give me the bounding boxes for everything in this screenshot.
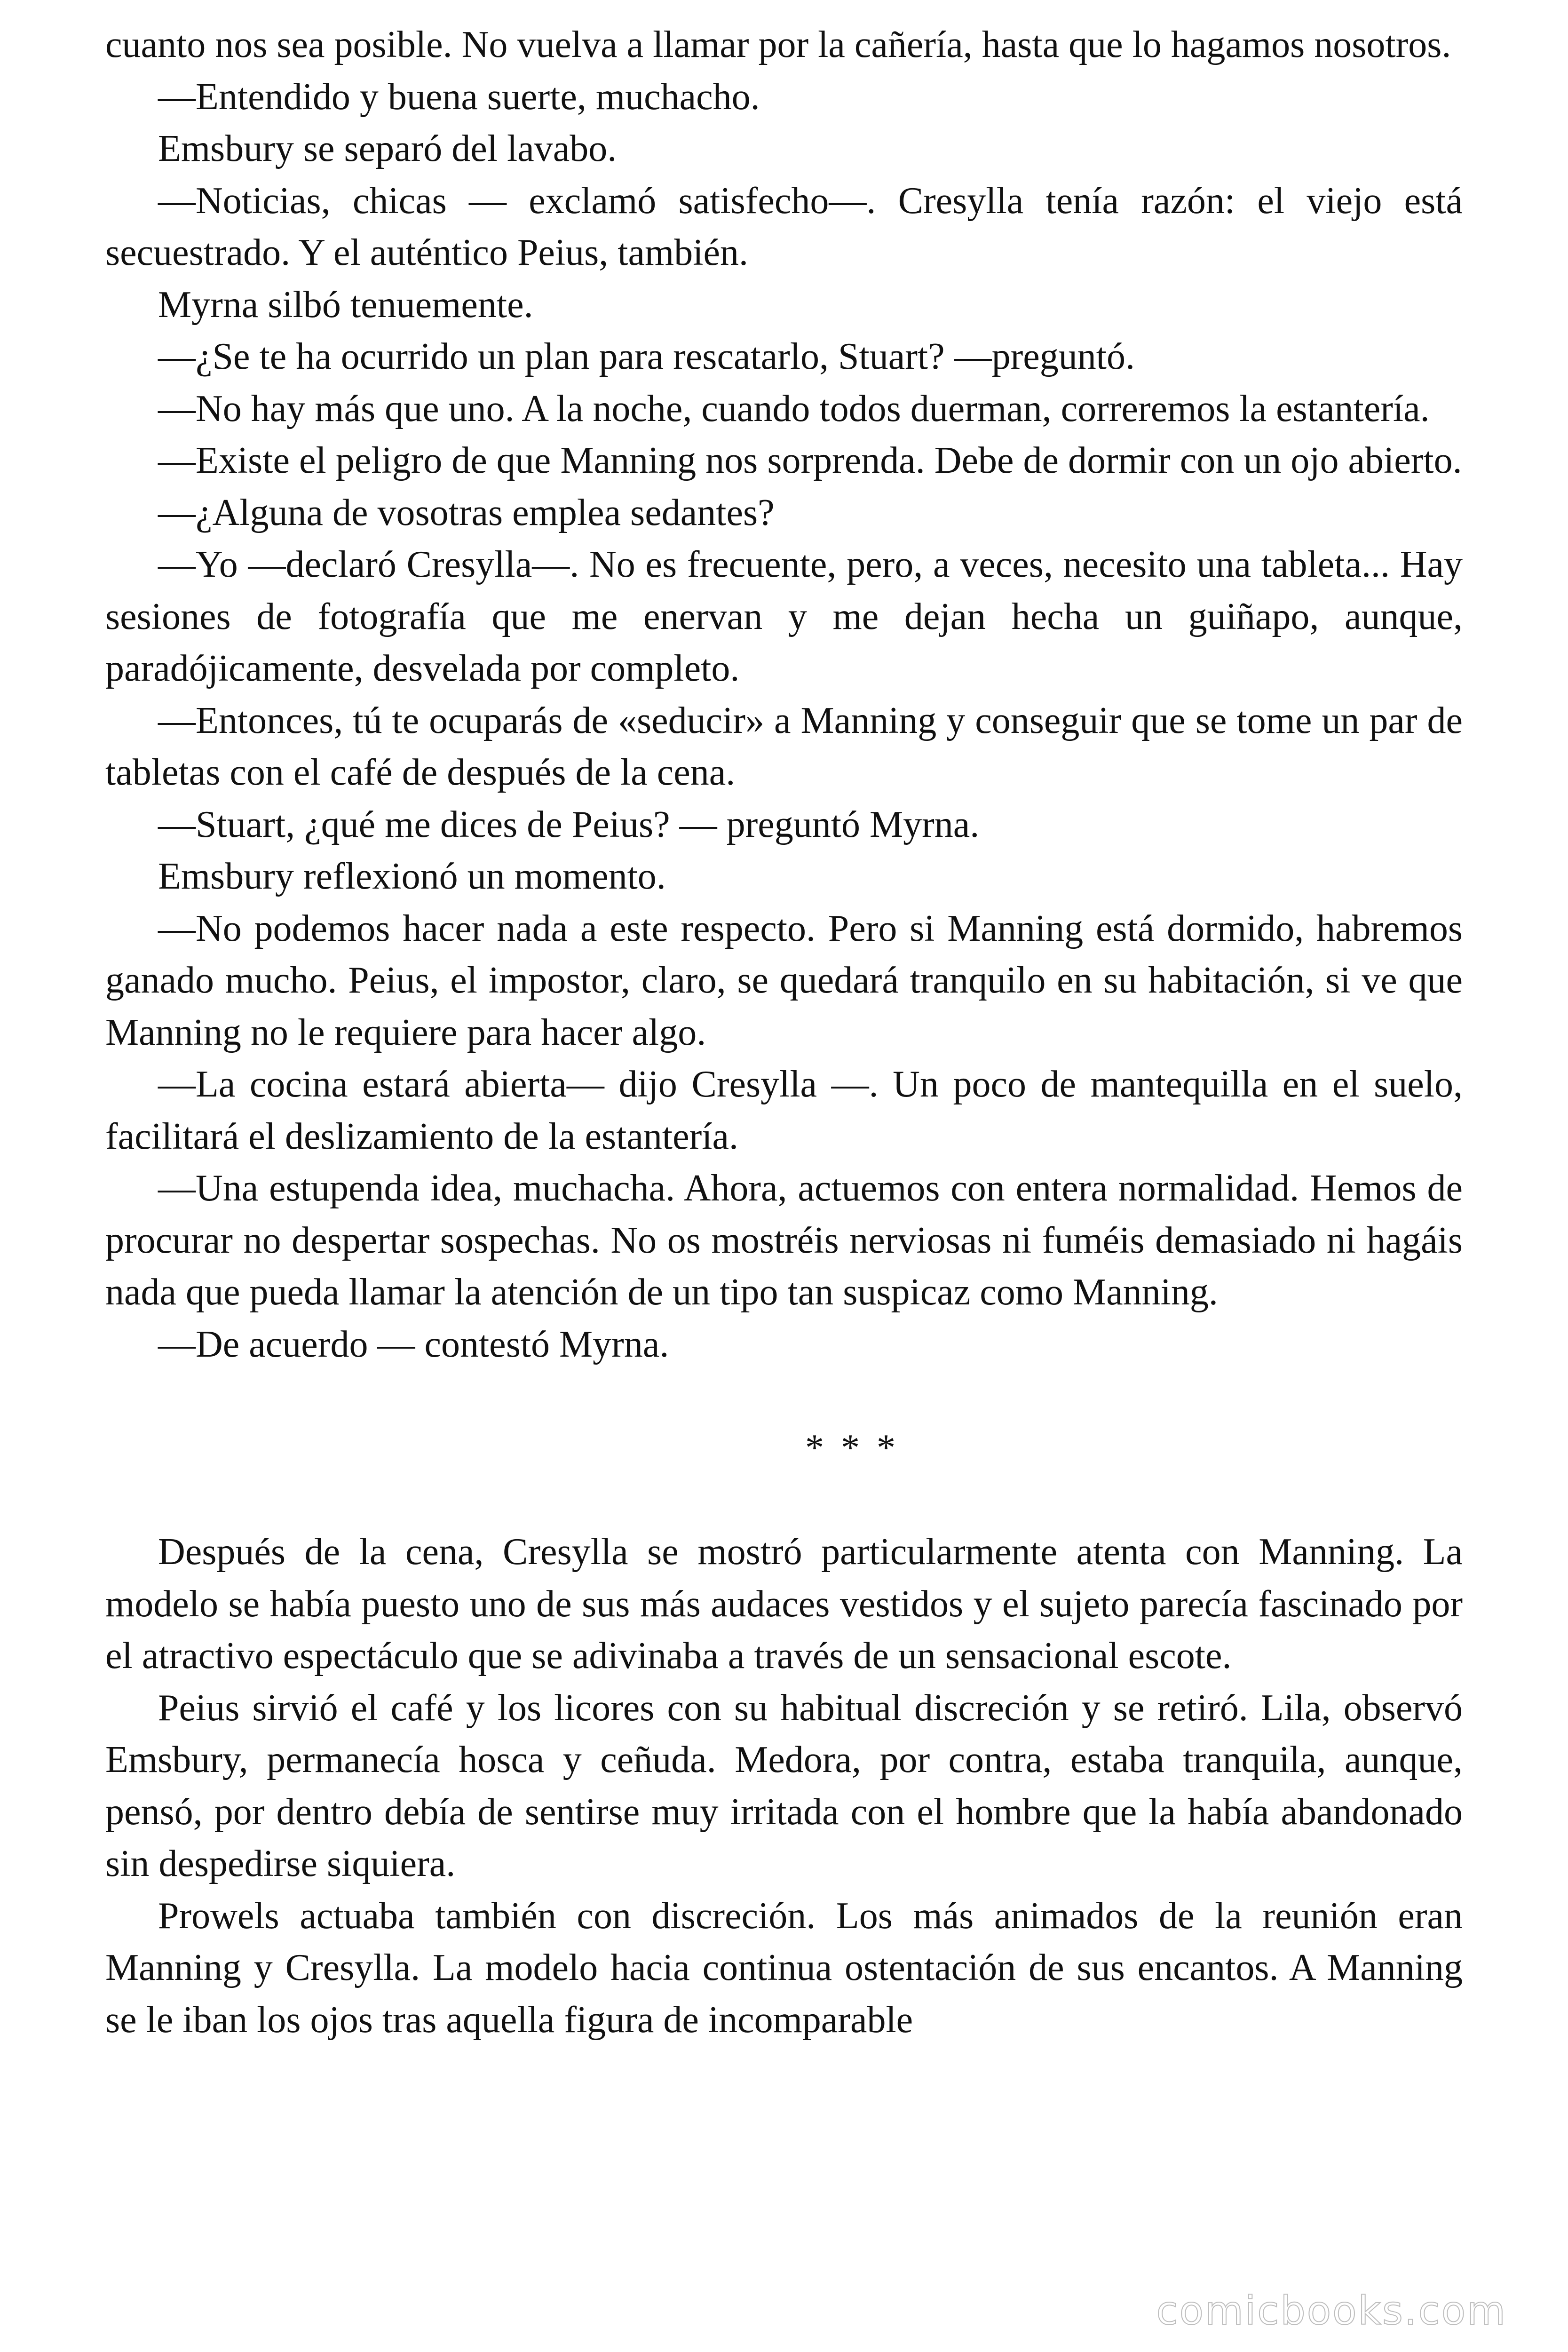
paragraph: —¿Se te ha ocurrido un plan para rescatarlo, Stuart? —preguntó. [158,336,1135,377]
paragraph: —Existe el peligro de que Manning nos sorprenda. Debe de dormir con un ojo abierto. [158,440,1462,481]
paragraph: —No podemos hacer nada a este respecto. Pero si Manning está dormido, habremos ganado mucho. Peius, el impostor, claro, se quedará tranquilo en su habitación, si ve que Manning no le requiere para hacer algo. [105,907,1463,1053]
paragraph: Prowels actuaba también con discreción. Los más animados de la reunión eran Manning y Cresylla. La modelo hacia continua ostentación de sus encantos. A Manning se le iban los ojos tras aquella figura de incomparable [105,1895,1463,2041]
watermark: comicbooks.com [1156,2288,1507,2334]
paragraph: Myrna silbó tenuemente. [158,284,533,326]
paragraph: —Yo —declaró Cresylla—. No es frecuente, pero, a veces, necesito una tableta... Hay sesiones de fotografía que me enervan y me dejan hecha un guiñapo, aunque, paradójicamente, desvelada por completo. [105,544,1463,689]
scene-separator: * * * [805,1427,899,1469]
paragraph: Después de la cena, Cresylla se mostró particularmente atenta con Manning. La modelo se había puesto uno de sus más audaces vestidos y el sujeto parecía fascinado por el atractivo espectáculo que se adivinaba a través de un sensacional escote. [105,1531,1463,1677]
paragraph: —De acuerdo — contestó Myrna. [158,1323,669,1365]
paragraph: Peius sirvió el café y los licores con su habitual discreción y se retiró. Lila, observó Emsbury, permanecía hosca y ceñuda. Medora, por contra, estaba tranquila, aunque, pensó, por dentro debía de sentirse muy irritada con el hombre que la había abandonado sin despedirse siquiera. [105,1687,1463,1884]
paragraph: —Una estupenda idea, muchacha. Ahora, actuemos con entera normalidad. Hemos de procurar no despertar sospechas. No os mostréis nerviosas ni fuméis demasiado ni hagáis nada que pueda llamar la atención de un tipo tan suspicaz como Manning. [105,1168,1463,1313]
paragraph: cuanto nos sea posible. No vuelva a llamar por la cañería, hasta que lo hagamos nosotros. [105,24,1451,65]
page-body-text [105,19,1463,2046]
paragraph: —Stuart, ¿qué me dices de Peius? — preguntó Myrna. [158,803,980,845]
paragraph: —Noticias, chicas — exclamó satisfecho—. Cresylla tenía razón: el viejo está secuestrado. Y el auténtico Peius, también. [105,180,1463,273]
paragraph: —La cocina estará abierta— dijo Cresylla —. Un poco de mantequilla en el suelo, facilitará el deslizamiento de la estantería. [105,1064,1463,1157]
paragraph: —Entonces, tú te ocuparás de «seducir» a Manning y conseguir que se tome un par de tabletas con el café de después de la cena. [105,699,1463,793]
paragraph: —¿Alguna de vosotras emplea sedantes? [158,492,775,533]
paragraph: Emsbury se separó del lavabo. [158,128,617,169]
paragraph: —No hay más que uno. A la noche, cuando todos duerman, correremos la estantería. [158,388,1430,429]
paragraph: Emsbury reflexionó un momento. [158,856,666,897]
paragraph: —Entendido y buena suerte, muchacho. [158,76,760,118]
